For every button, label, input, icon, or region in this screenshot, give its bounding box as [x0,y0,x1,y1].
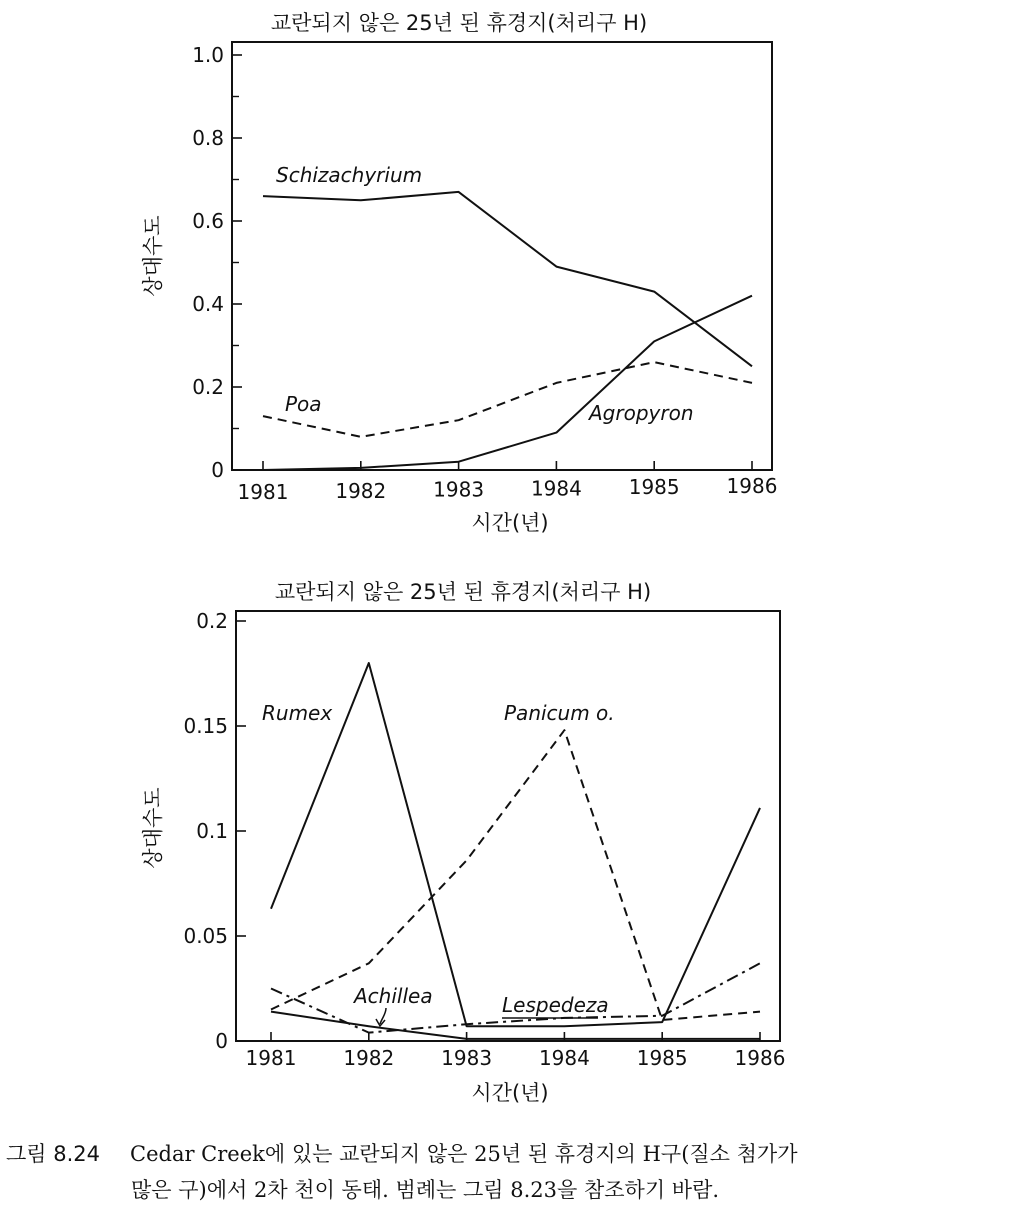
x-tick-label: 1984 [530,476,582,501]
series-label-agropyron: Agropyron [589,401,694,425]
bottom-chart-y-axis-label: 상대수도 [141,787,165,869]
x-tick-label: 1982 [335,478,387,503]
series-line-poa [263,362,752,437]
x-tick-label: 1986 [734,1046,786,1070]
y-tick-label: 0.4 [192,292,224,316]
series-line-schizachyrium [263,192,752,366]
y-tick-label: 0 [215,1029,228,1053]
series-label-panicum: Panicum o. [504,701,615,725]
x-tick-label: 1982 [343,1046,395,1070]
bottom-chart-title: 교란되지 않은 25년 된 휴경지(처리구 H) [274,580,652,604]
bottom-chart [141,580,785,1105]
figure-number: 그림 8.24 [6,1142,101,1166]
top-chart [141,11,777,535]
top-chart-x-axis-label: 시간(년) [471,511,549,535]
series-line-panicum-o [271,730,760,1020]
top-chart-title: 교란되지 않은 25년 된 휴경지(처리구 H) [270,11,648,35]
caption-line-2: 많은 구)에서 2차 천이 동태. 범례는 그림 8.23을 참조하기 바람. [131,1178,720,1202]
bottom-chart-x-axis-label: 시간(년) [471,1081,549,1105]
x-tick-label: 1983 [433,477,485,502]
y-tick-label: 0.2 [192,375,224,399]
x-tick-label: 1984 [538,1046,590,1070]
y-tick-label: 0.1 [196,819,228,843]
series-label-lespedeza: Lespedeza [502,993,609,1017]
y-tick-label: 0.05 [183,924,228,948]
x-tick-label: 1981 [237,480,289,504]
y-tick-label: 0.6 [192,209,224,233]
y-tick-label: 1.0 [192,43,224,67]
bottom-chart-plot-frame [236,611,780,1041]
series-label-rumex: Rumex [262,701,333,725]
series-label-achillea: Achillea [354,984,433,1008]
series-line-agropyron [263,296,752,470]
x-tick-label: 1986 [726,474,778,498]
top-chart-y-axis-label: 상대수도 [141,215,165,297]
y-tick-label: 0.2 [196,609,228,633]
y-tick-label: 0.15 [183,714,228,738]
figure-caption [6,1136,1001,1208]
y-tick-label: 0.8 [192,126,224,150]
x-tick-label: 1985 [628,475,680,500]
x-tick-label: 1985 [636,1046,688,1070]
x-tick-label: 1983 [441,1046,493,1070]
series-label-poa: Poa [285,392,322,416]
y-tick-label: 0 [211,458,224,482]
caption-line-1: Cedar Creek에 있는 교란되지 않은 25년 된 휴경지의 H구(질소 첨가가 [130,1142,798,1166]
x-tick-label: 1981 [245,1046,297,1070]
series-label-schizachyrium: Schizachyrium [276,163,423,187]
